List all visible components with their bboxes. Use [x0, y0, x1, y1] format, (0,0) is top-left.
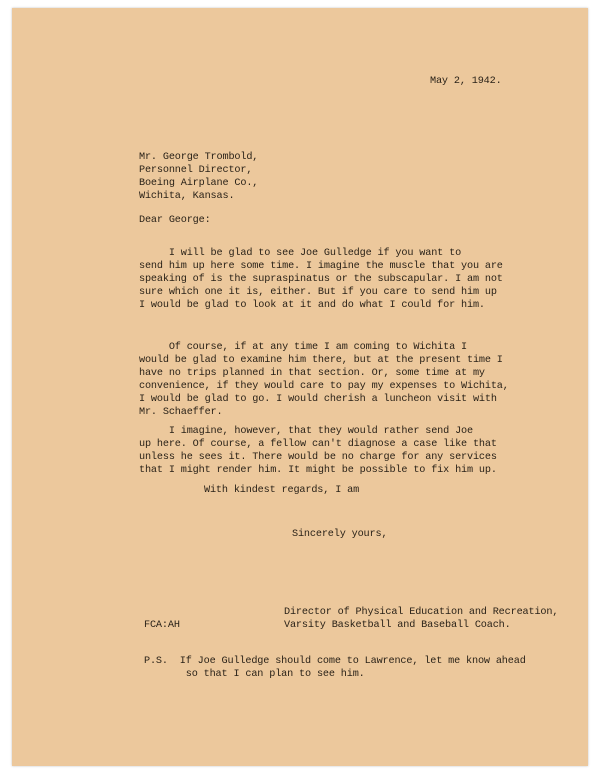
title-line: Director of Physical Education and Recreation,: [284, 607, 559, 618]
body-line: sure which one it is, either. But if you care to send him up: [139, 287, 497, 298]
address-line: Personnel Director,: [139, 165, 253, 176]
title-line: Varsity Basketball and Baseball Coach.: [284, 620, 511, 631]
letter-date: May 2, 1942.: [430, 76, 502, 87]
body-line: speaking of is the supraspinatus or the subscapular. I am not: [139, 274, 503, 285]
body-line: Mr. Schaeffer.: [139, 407, 223, 418]
body-line: Of course, if at any time I am coming to Wichita I: [139, 342, 467, 353]
address-line: Wichita, Kansas.: [139, 191, 235, 202]
body-line: I would be glad to go. I would cherish a luncheon visit with: [139, 394, 497, 405]
body-line: up here. Of course, a fellow can't diagnose a case like that: [139, 439, 497, 450]
body-line: send him up here some time. I imagine the muscle that you are: [139, 261, 503, 272]
body-line: I will be glad to see Joe Gulledge if you want to: [139, 248, 462, 259]
address-line: Boeing Airplane Co.,: [139, 178, 259, 189]
typist-initials: FCA:AH: [144, 620, 180, 631]
closing: Sincerely yours,: [292, 529, 388, 540]
body-line: unless he sees it. There would be no charge for any services: [139, 452, 497, 463]
postscript-line: so that I can plan to see him.: [144, 669, 365, 680]
letter-page: [12, 8, 588, 766]
body-line: I imagine, however, that they would rather send Joe: [139, 426, 473, 437]
address-line: Mr. George Trombold,: [139, 152, 259, 163]
body-line: I would be glad to look at it and do what I could for him.: [139, 300, 485, 311]
body-line: would be glad to examine him there, but at the present time I: [139, 355, 503, 366]
postscript-line: P.S. If Joe Gulledge should come to Lawrence, let me know ahead: [144, 656, 526, 667]
body-line: that I might render him. It might be possible to fix him up.: [139, 465, 497, 476]
body-line: convenience, if they would care to pay my expenses to Wichita,: [139, 381, 509, 392]
regards-line: With kindest regards, I am: [204, 485, 360, 496]
salutation: Dear George:: [139, 215, 211, 226]
body-line: have no trips planned in that section. Or, some time at my: [139, 368, 485, 379]
